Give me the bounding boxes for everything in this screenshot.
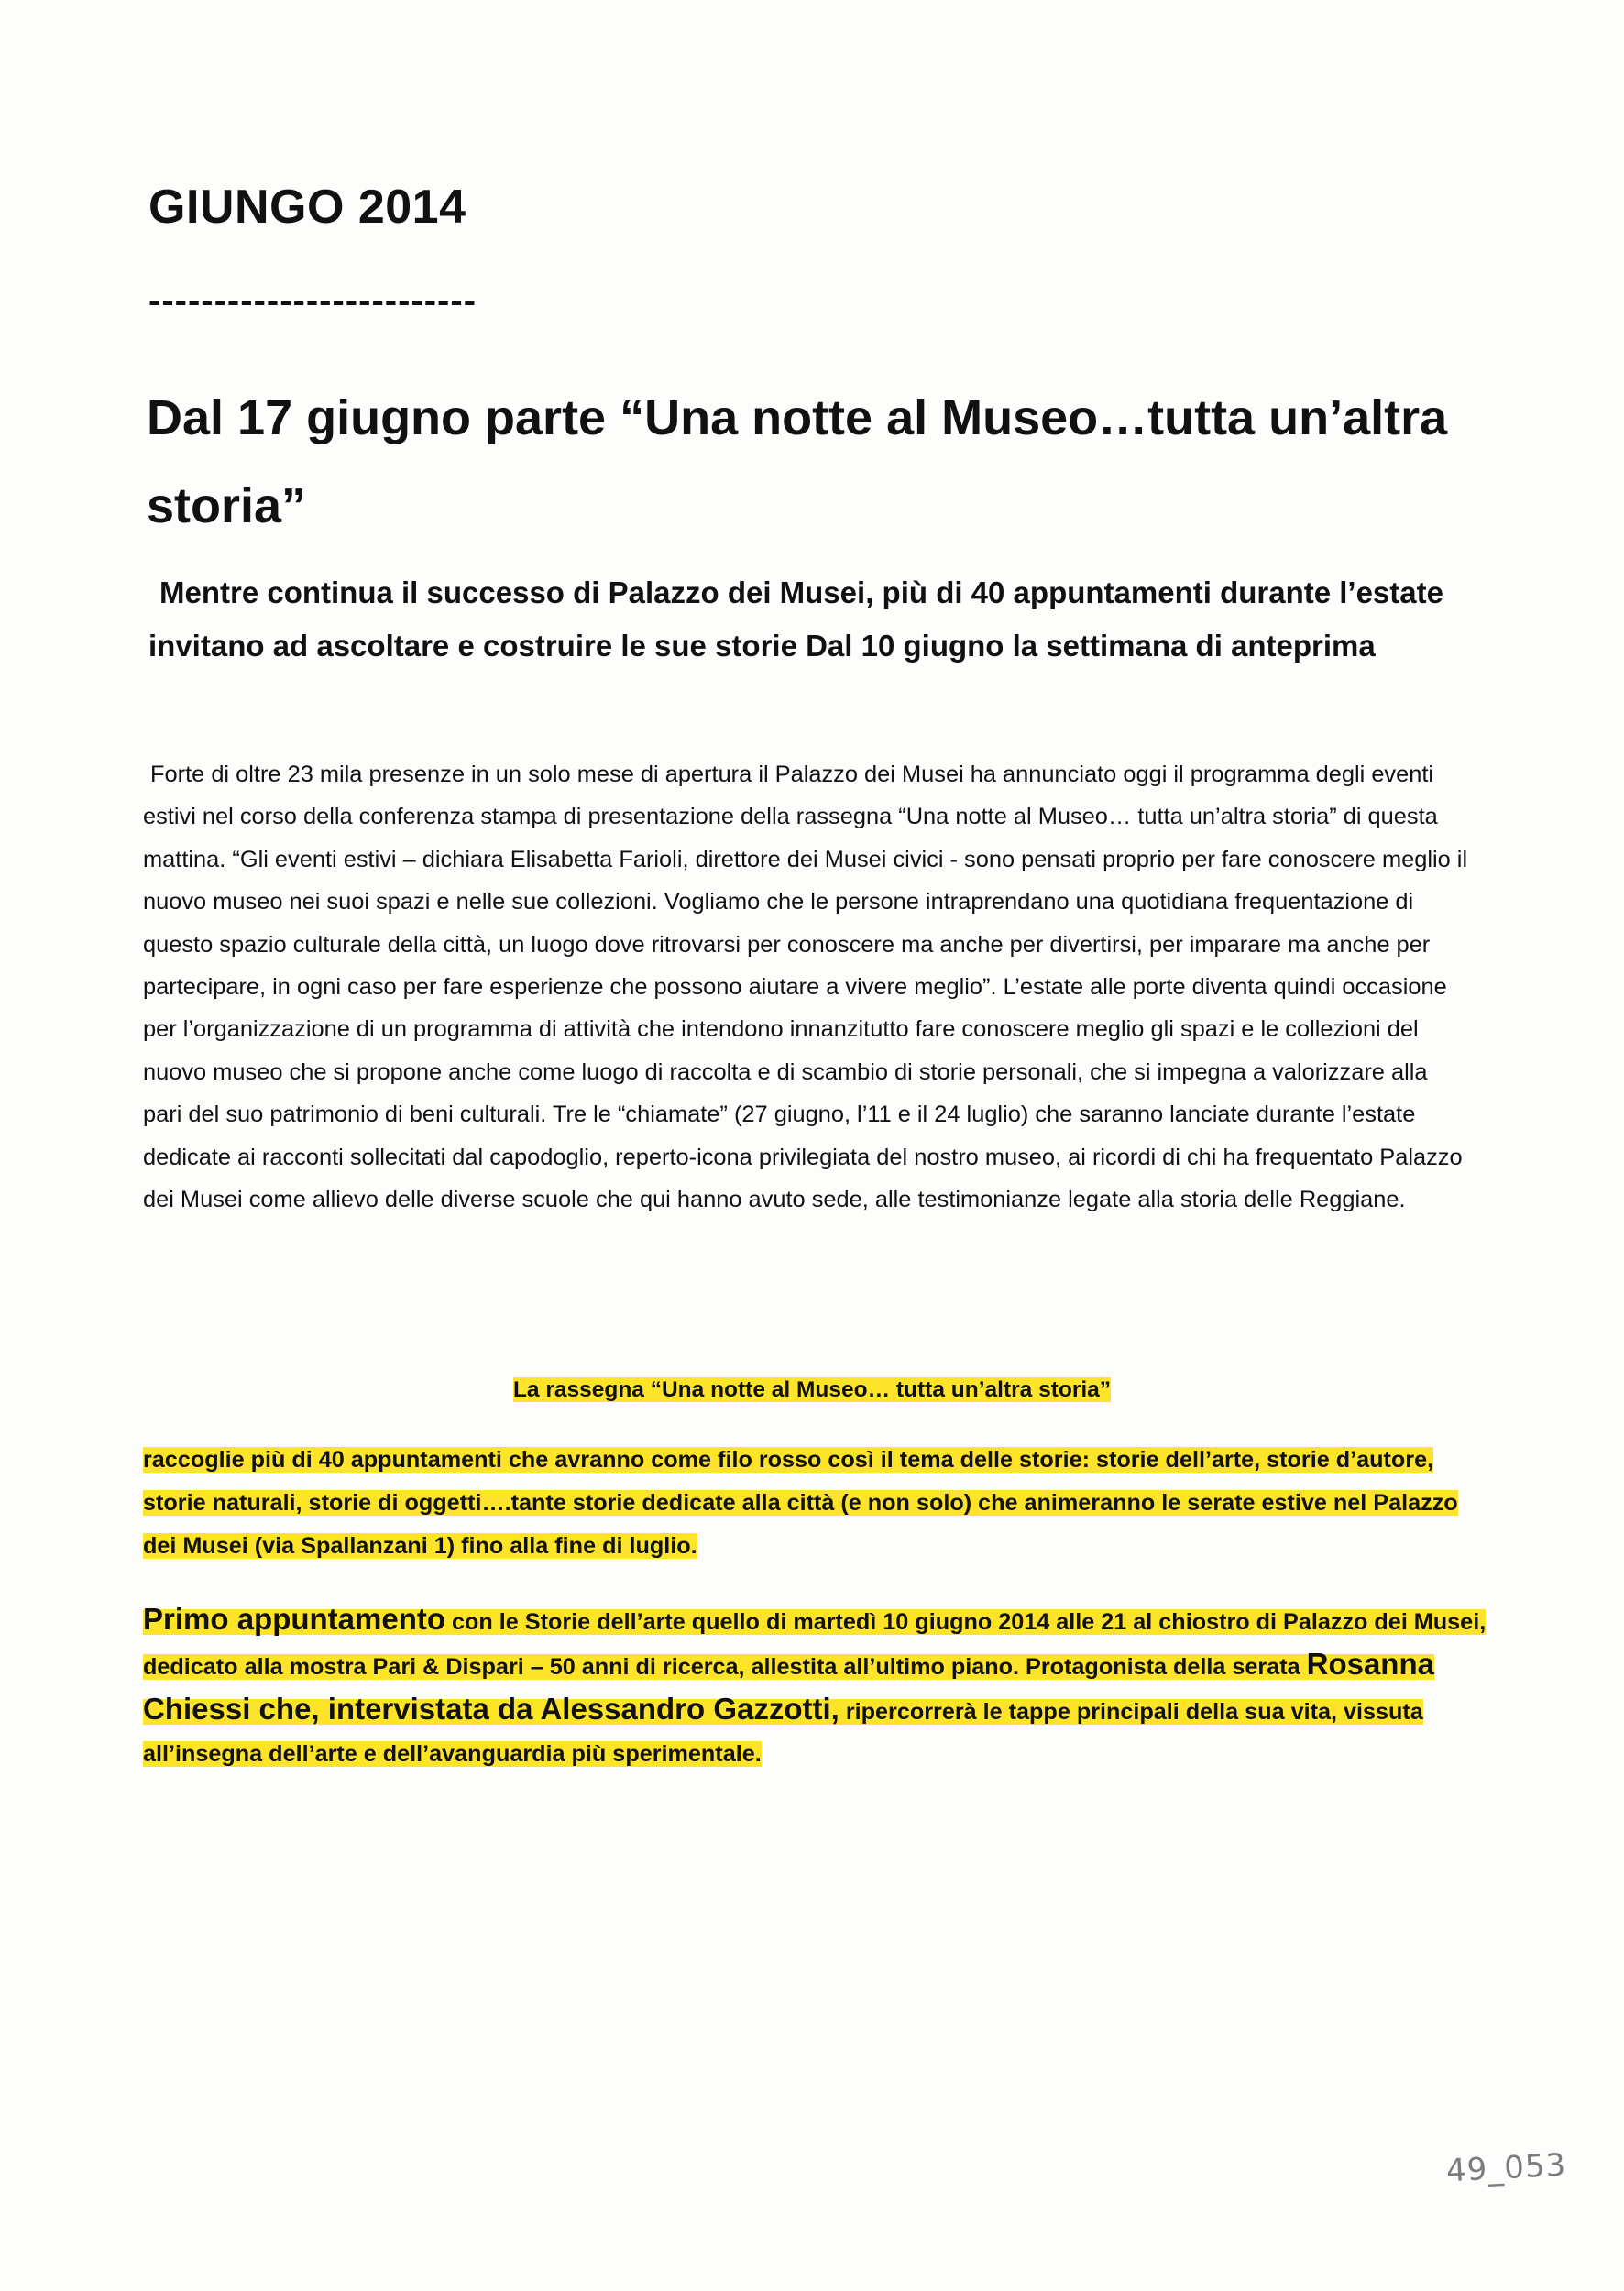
article-subheading: Mentre continua il successo di Palazzo dei Musei, più di 40 appuntamenti durante l’estate invitano ad ascoltare e costruire le sue storie Dal 10 giugno la settimana di anteprima [148,575,1443,663]
primo-text-part2: ripercorrerà le tappe principali della sua vita, vissuta all’insegna dell’arte e dell’avanguardia più sperimentale. [143,1699,1423,1767]
primo-text-part1: con le Storie dell’arte quello di martedì 10 giugno 2014 alle 21 al chiostro di Palazzo dei Musei, dedicato alla mostra Pari & Dispari – 50 anni di ricerca, allestita all’ultimo piano. Protagonista della serata [143,1609,1487,1680]
article-body: Forte di oltre 23 mila presenze in un solo mese di apertura il Palazzo dei Musei ha annunciato oggi il programma degli eventi estivi nel corso della conferenza stampa di presentazione della rassegna “Una notte al Museo… tutta un’altra storia” di questa mattina. “Gli eventi estivi – dichiara Elisabetta Farioli, direttore dei Musei civici - sono pensati proprio per fare conoscere meglio il nuovo museo nei suoi spazi e nelle sue collezioni. Vogliamo che le persone intraprendano una quotidiana frequentazione di questo spazio culturale della città, un luogo dove ritrovarsi per conoscere ma anche per divertirsi, per imparare ma anche per partecipare, in ogni caso per fare esperienze che possono aiutare a vivere meglio”. L’estate alle porte diventa quindi occasione per l’organizzazione di un programma di attività che intendono innanzitutto fare conoscere meglio gli spazi e le collezioni del nuovo museo che si propone anche come luogo di raccolta e di scambio di storie personali, che si impegna a valorizzare alla pari del suo patrimonio di beni culturali. Tre le “chiamate” (27 giugno, l’11 e il 24 luglio) che saranno lanciate durante l’estate dedicate ai racconti sollecitati dal capodoglio, reperto-icona privilegiata del nostro museo, ai ricordi di chi ha frequentato Palazzo dei Musei come allievo delle diverse scuole che qui hanno avuto sede, alle testimonianze legate alla storia delle Reggiane. [143,762,1468,1213]
handwritten-archive-code: 49_053 [1445,2146,1568,2190]
primo-guest-name: Rosanna Chiessi che, intervistata da Alessandro Gazzotti, [143,1647,1434,1726]
rassegna-paragraph-highlight: raccoglie più di 40 appuntamenti che avranno come filo rosso così il tema delle storie: storie dell’arte, storie d’autore, storie naturali, storie di oggetti….tante storie dedicate alla città (e non solo) che animeranno le serate estive nel Palazzo dei Musei (via Spallanzani 1) fino alla fine di luglio. [143,1447,1458,1559]
rassegna-paragraph [143,1439,1481,1568]
primo-highlight [143,1602,1487,1767]
rassegna-title [0,1369,1624,1411]
article-headline: Dal 17 giugno parte “Una notte al Museo…tutta un’altra storia” [147,390,1448,533]
primo-appuntamento-paragraph [143,1598,1490,1775]
dashed-divider: ------------------------- [148,280,477,321]
rassegna-title-highlight: La rassegna “Una notte al Museo… tutta un’altra storia” [512,1377,1112,1402]
month-heading: GIUNGO 2014 [148,181,466,234]
primo-lead: Primo appuntamento [143,1602,446,1636]
